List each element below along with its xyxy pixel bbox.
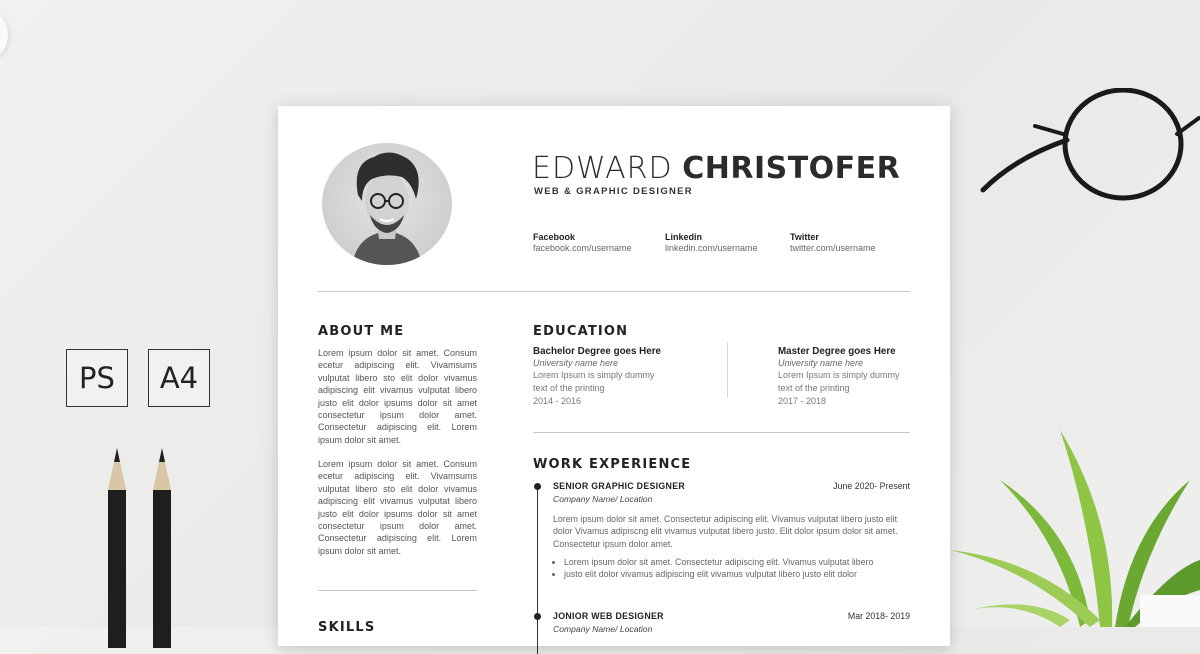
job-company: Company Name/ Location	[553, 494, 653, 504]
social-value: twitter.com/username	[790, 243, 876, 253]
social-label: Twitter	[790, 232, 819, 242]
job-date: June 2020- Present	[833, 481, 910, 491]
photoshop-badge: PS	[66, 349, 128, 407]
education-text: Lorem Ipsum is simply dummy	[533, 370, 655, 380]
last-name: CHRISTOFER	[682, 151, 901, 186]
job-date: Mar 2018- 2019	[847, 611, 910, 621]
degree: Bachelor Degree goes Here	[533, 346, 661, 357]
pencil-icon	[107, 448, 127, 648]
education-years: 2017 - 2018	[778, 396, 827, 406]
university: University name here	[533, 358, 619, 368]
first-name: EDWARD	[532, 151, 673, 186]
education-separator	[727, 342, 728, 398]
job-description: Lorem ipsum dolor sit amet. Consectetur adipiscing elit. Vivamus vulputat libero justo elit dolor Vivamus adipiscng elit vivamus vulputat libero justo. Elit dolor ipsum dolor sit amet. Consectetur ipsum dolor amet.	[553, 514, 898, 549]
job-bullet: • justo elit dolor vivamus adipiscing elit vivamus vulputat libero justo elit dolor	[564, 568, 924, 580]
header-divider	[318, 291, 910, 292]
education-divider	[533, 432, 910, 433]
social-facebook	[533, 232, 632, 253]
job-bullet: • Lorem ipsum dolor sit amet. Consectetur adipiscing elit. Vivamus vulputat libero	[564, 556, 924, 568]
education-item	[778, 346, 918, 407]
job-company: Company Name/ Location	[553, 624, 653, 634]
profile-photo	[322, 143, 452, 265]
job-position: JONIOR WEB DESIGNER	[553, 611, 664, 621]
a4-badge: A4	[148, 349, 210, 407]
timeline-dot	[534, 613, 541, 620]
social-label: Facebook	[533, 232, 576, 242]
timeline-dot	[534, 483, 541, 490]
education-text: text of the printing	[778, 383, 850, 393]
education-years: 2014 - 2016	[533, 396, 582, 406]
social-value: linkedin.com/username	[665, 243, 758, 253]
job-bullets	[553, 556, 924, 581]
resume-page	[278, 106, 950, 646]
job-position: SENIOR GRAPHIC DESIGNER	[553, 481, 686, 491]
social-value: facebook.com/username	[533, 243, 632, 253]
university: University name here	[778, 358, 864, 368]
plant-icon	[940, 420, 1200, 627]
degree: Master Degree goes Here	[778, 346, 896, 357]
about-paragraph: Lorem ipsum dolor sit amet. Consum ecetur adipiscing elit. Vivamsums vulputat libero sto elit dolor vivamus adipiscing elit vivamus vulputat libero justo elit dolor ipsums dolor sit amet consectetur ipsum dolor amet. Consectetur adipiscing elit. Lorem ipsum dolor sit amet.	[318, 348, 477, 445]
skills-heading: SKILLS	[318, 620, 376, 635]
social-linkedin	[665, 232, 758, 253]
social-twitter	[790, 232, 876, 253]
about-divider	[318, 590, 477, 591]
pencil-icon	[152, 448, 172, 648]
about-heading: ABOUT ME	[318, 324, 405, 339]
candidate-name	[532, 148, 900, 186]
education-heading: EDUCATION	[533, 324, 629, 339]
education-item	[533, 346, 673, 407]
work-heading: WORK EXPERIENCE	[533, 457, 692, 472]
social-label: Linkedin	[665, 232, 703, 242]
education-text: Lorem Ipsum is simply dummy	[778, 370, 900, 380]
coaster	[0, 14, 8, 56]
education-text: text of the printing	[533, 383, 605, 393]
eyeglasses-icon	[975, 88, 1200, 218]
about-paragraph: Lorem ipsum dolor sit amet. Consum ecetur adipiscing elit. Vivamsums vulputat libero sto elit dolor vivamus adipiscing elit vivamus vulputat libero justo elit dolor ipsums dolor sit amet consectetur ipsum dolor amet. Consectetur adipiscing elit. Lorem ipsum dolor sit amet.	[318, 459, 477, 556]
job-title: WEB & GRAPHIC DESIGNER	[534, 186, 693, 197]
timeline-line	[537, 484, 538, 654]
